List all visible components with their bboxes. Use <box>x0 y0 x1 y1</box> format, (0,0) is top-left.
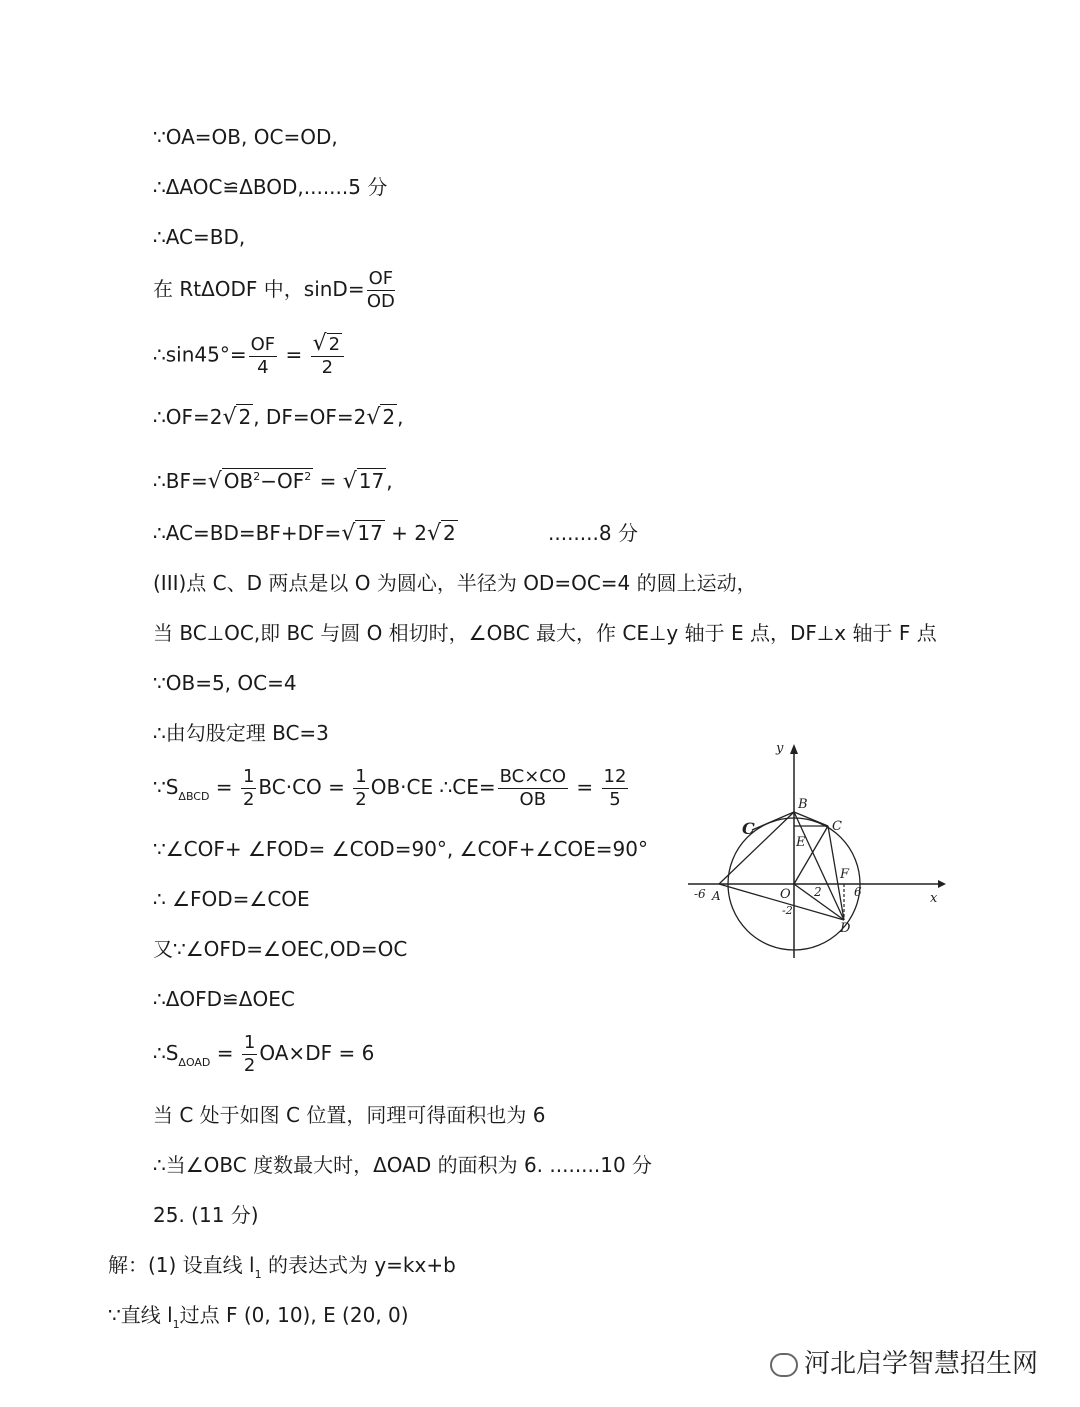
equals: = <box>279 342 309 367</box>
watermark-text: 河北启学智慧招生网 <box>804 1349 1039 1379</box>
radical <box>341 520 384 547</box>
line-6-b: , DF=OF=2 <box>253 405 367 429</box>
radicand <box>222 468 313 493</box>
line-2: ∴ΔAOC≌ΔBOD,.......5 分 <box>153 175 388 199</box>
subscript: ΔBCD <box>178 790 210 803</box>
line-8-score: ........8 分 <box>548 521 638 545</box>
radical <box>343 468 386 495</box>
line-22-a: 解：(1) 设直线 l <box>108 1253 255 1277</box>
tick-6: 6 <box>854 885 862 899</box>
s-symbol: ∵S <box>153 775 179 799</box>
denominator: 4 <box>257 356 269 378</box>
line-6-a: ∴OF=2 <box>153 405 223 429</box>
line-4-text: 在 RtΔODF 中，sinD= <box>153 277 365 301</box>
line-22-b: 的表达式为 y=kx+b <box>261 1253 456 1277</box>
sqrt-icon: √ <box>222 405 237 430</box>
fraction-half <box>353 766 368 811</box>
fraction-of-od <box>367 268 396 313</box>
line-5-text: ∴sin45°= <box>153 342 247 367</box>
line-17: ∴ΔOFD≌ΔOEC <box>153 987 295 1011</box>
label-f: F <box>840 867 850 882</box>
fraction-bcco-over-ob <box>498 766 568 811</box>
segment-b-calt <box>752 812 794 830</box>
term-ob-ce: OB·CE ∴CE= <box>370 775 496 799</box>
label-o: O <box>780 887 791 902</box>
subscript: 1 <box>172 1318 180 1331</box>
subscript: ΔOAD <box>178 1056 211 1069</box>
line-19: 当 C 处于如图 C 位置，同理可得面积也为 6 <box>153 1103 546 1127</box>
line-10: 当 BC⊥OC,即 BC 与圆 O 相切时，∠OBC 最大，作 CE⊥y 轴于 E 点，DF⊥x 轴于 F 点 <box>153 621 937 645</box>
line-11: ∵OB=5, OC=4 <box>153 671 297 695</box>
equals: = <box>210 1041 240 1065</box>
denominator: OB <box>519 789 547 810</box>
radicand: 17 <box>357 521 383 545</box>
numerator: OF <box>250 333 276 355</box>
numerator: 12 <box>603 766 627 787</box>
line-8-plus: + 2 <box>384 521 427 545</box>
line-8 <box>153 520 458 547</box>
line-7 <box>153 464 393 495</box>
sqrt-icon: √ <box>341 521 356 546</box>
y-axis-arrow-icon <box>790 744 798 754</box>
line-22 <box>108 1252 456 1288</box>
radicand: 2 <box>238 405 252 429</box>
subscript: 1 <box>254 1268 262 1281</box>
line-5 <box>153 333 346 379</box>
radicand: 2 <box>443 521 456 545</box>
radicand: 17 <box>358 469 385 493</box>
watermark <box>770 1343 1038 1380</box>
line-18 <box>153 1032 374 1077</box>
s-symbol: ∴S <box>153 1041 179 1065</box>
label-c: C <box>832 819 842 834</box>
denominator: 2 <box>243 1055 256 1076</box>
denominator: 2 <box>355 789 367 810</box>
line-15: ∴ ∠FOD=∠COE <box>153 887 310 911</box>
line-14: ∵∠COF+ ∠FOD= ∠COD=90°, ∠COF+∠COE=90° <box>153 837 649 861</box>
line-6-c: , <box>397 405 404 429</box>
ob: OB <box>223 469 254 493</box>
line-4 <box>153 268 397 313</box>
fraction-half <box>241 766 256 811</box>
denominator: 2 <box>321 357 334 378</box>
radical <box>208 464 314 495</box>
line-23 <box>108 1302 409 1338</box>
label-d: D <box>840 921 851 936</box>
tick-minus2: -2 <box>782 904 793 917</box>
sqrt-icon: √ <box>342 469 357 494</box>
label-y: y <box>776 741 784 756</box>
tick-minus6: -6 <box>694 887 706 901</box>
equals: = <box>313 469 343 493</box>
radical <box>222 404 253 431</box>
line-23-b: 过点 F (0, 10), E (20, 0) <box>179 1303 409 1327</box>
geometry-figure <box>680 730 950 970</box>
fraction-of-4 <box>249 334 278 379</box>
denominator: 2 <box>242 789 255 810</box>
line-3: ∴AC=BD, <box>153 225 246 249</box>
sqrt-icon: √ <box>366 405 381 430</box>
line-9: (III)点 C、D 两点是以 O 为圆心，半径为 OD=OC=4 的圆上运动， <box>153 571 757 595</box>
line-7-pre: ∴BF= <box>153 469 208 493</box>
square: 2 <box>304 470 312 483</box>
numerator: 1 <box>355 766 367 787</box>
term-bc-co: BC·CO = <box>258 775 352 799</box>
numerator: OF <box>368 268 394 289</box>
line-1: ∵OA=OB, OC=OD, <box>153 125 338 149</box>
line-12: ∴由勾股定理 BC=3 <box>153 721 329 745</box>
line-23-a: ∵直线 l <box>108 1303 173 1327</box>
minus-of: −OF <box>260 469 305 493</box>
radicand: 2 <box>328 334 341 355</box>
sqrt-icon: √ <box>207 469 222 494</box>
line-8-pre: ∴AC=BD=BF+DF= <box>153 521 342 545</box>
sqrt-icon: √ <box>427 521 442 546</box>
segment-ab <box>719 812 794 884</box>
sqrt-icon: √ <box>312 331 327 356</box>
radicand: 2 <box>382 405 396 429</box>
square: 2 <box>253 470 261 483</box>
numerator <box>311 333 344 357</box>
denominator: 5 <box>609 789 621 810</box>
equals: = <box>209 775 239 799</box>
label-c-alt: C <box>742 819 755 838</box>
tick-2: 2 <box>814 885 822 899</box>
radical <box>427 520 458 547</box>
x-axis-arrow-icon <box>938 880 946 888</box>
fraction-root2-over-2 <box>311 333 344 379</box>
numerator: 1 <box>243 1032 256 1053</box>
fraction-half <box>242 1032 257 1077</box>
numerator: BC×CO <box>499 766 567 787</box>
radical <box>313 333 342 356</box>
line-16: 又∵∠OFD=∠OEC,OD=OC <box>153 937 408 961</box>
wechat-icon <box>770 1353 798 1377</box>
equals: = <box>570 775 600 799</box>
line-6 <box>153 404 403 431</box>
line-20: ∴当∠OBC 度数最大时，ΔOAD 的面积为 6. ........10 分 <box>153 1153 653 1177</box>
term-oa-df: OA×DF = 6 <box>259 1041 375 1065</box>
radical <box>366 404 397 431</box>
numerator: 1 <box>242 766 255 787</box>
label-e: E <box>796 835 806 850</box>
line-21: 25. (11 分) <box>153 1203 259 1227</box>
label-b: B <box>798 797 808 812</box>
line-13 <box>153 766 630 811</box>
line-7-end: , <box>386 469 393 493</box>
label-a: A <box>712 889 721 903</box>
denominator: OD <box>366 291 395 312</box>
label-x: x <box>930 891 938 906</box>
fraction-12-over-5 <box>602 766 629 811</box>
